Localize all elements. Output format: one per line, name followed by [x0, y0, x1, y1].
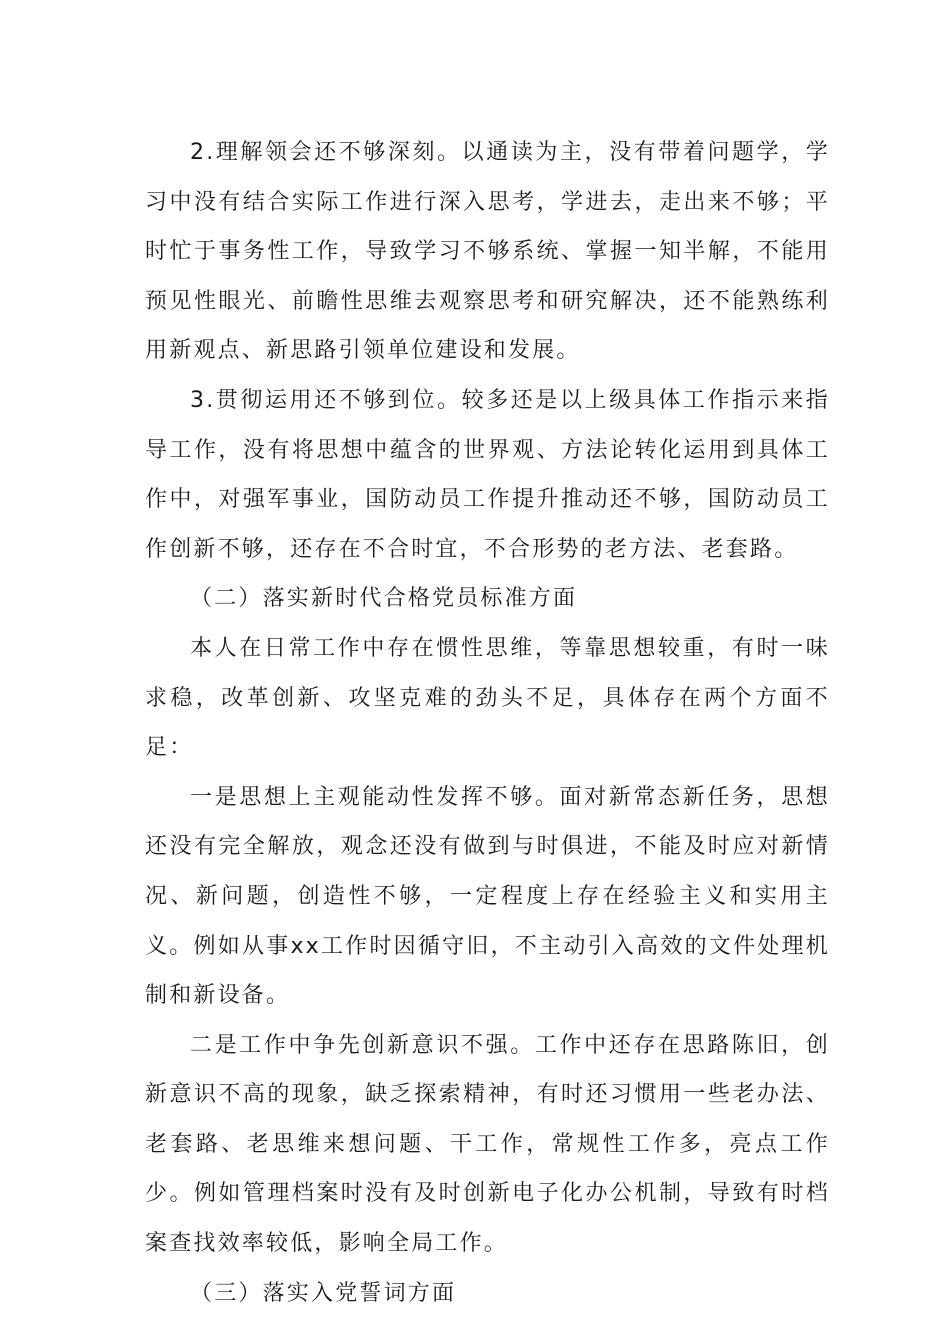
paragraph-point-one: 一是思想上主观能动性发挥不够。面对新常态新任务，思想还没有完全解放，观念还没有做到与时俱进，不能及时应对新情况、新问题，创造性不够，一定程度上存在经验主义和实用主义。例如从事xx工作时因循守旧，不主动引入高效的文件处理机制和新设备。 [145, 784, 830, 1009]
paragraph-point-two: 二是工作中争先创新意识不强。工作中还存在思路陈旧，创新意识不高的现象，缺乏探索精神，有时还习惯用一些老办法、老套路、老思维来想问题、干工作，常规性工作多，亮点工作少。例如管理档案时没有及时创新电子化办公机制，导致有时档案查找效率较低，影响全局工作。 [145, 1032, 830, 1257]
paragraph-intro: 本人在日常工作中存在惯性思维，等靠思想较重，有时一味求稳，改革创新、攻坚克难的劲头不足，具体存在两个方面不足： [145, 635, 830, 761]
paragraph-implementation: 3.贯彻运用还不够到位。较多还是以上级具体工作指示来指导工作，没有将思想中蕴含的世界观、方法论转化运用到具体工作中，对强军事业，国防动员工作提升推动还不够，国防动员工作创新不够，还存在不合时宜，不合形势的老方法、老套路。 [145, 387, 830, 562]
section-heading-3: （三）落实入党誓词方面 [190, 1280, 457, 1306]
paragraph-understanding: 2.理解领会还不够深刻。以通读为主，没有带着问题学，学习中没有结合实际工作进行深入思考，学进去，走出来不够；平时忙于事务性工作，导致学习不够系统、掌握一知半解，不能用预见性眼光、前瞻性思维去观察思考和研究解决，还不能熟练利用新观点、新思路引领单位建设和发展。 [145, 140, 830, 364]
section-heading-2: （二）落实新时代合格党员标准方面 [190, 586, 578, 612]
document-body [145, 128, 830, 1318]
